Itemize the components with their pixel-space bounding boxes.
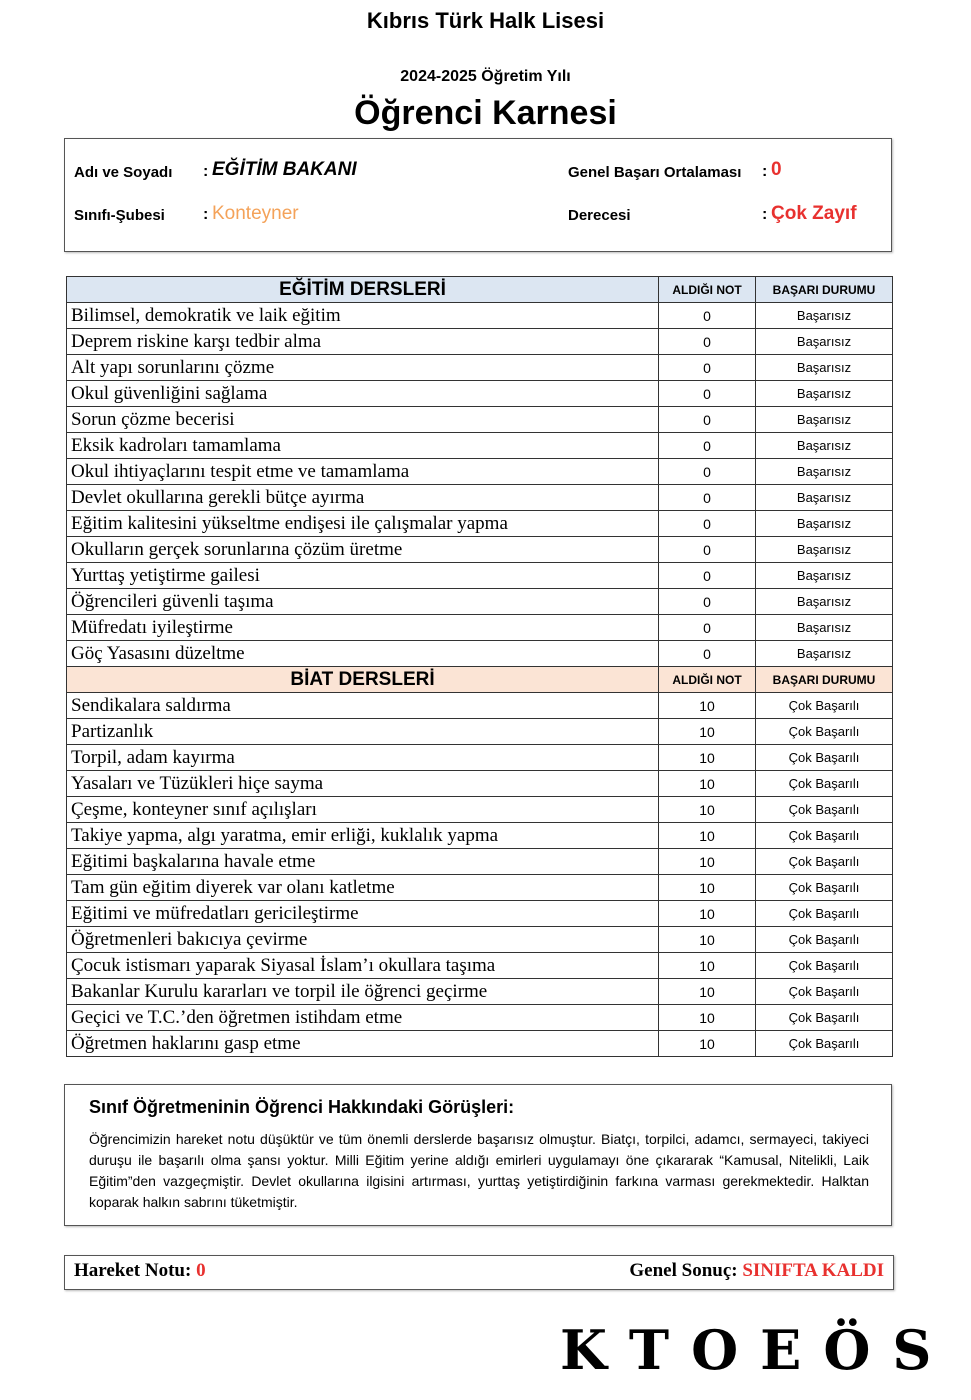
table-row — [67, 355, 893, 381]
status-cell: Çok Başarılı — [756, 771, 893, 797]
status-cell: Çok Başarılı — [756, 745, 893, 771]
subject-cell: Bakanlar Kurulu kararları ve torpil ile öğrenci geçirme — [67, 979, 659, 1005]
table-row — [67, 719, 893, 745]
section-title: EĞİTİM DERSLERİ — [67, 277, 659, 303]
section-title: BİAT DERSLERİ — [67, 667, 659, 693]
comments-text: Öğrencimizin hareket notu düşüktür ve tüm önemli derslerde başarısız olmuştur. Biatçı, torpilci, adamcı, sermayeci, takiyeci duruşu ile başarılı olma şansı yoktur. Milli Eğitim yerine aldığı emirleri uygulamayı öne çıkararak “Kamusal, Nitelikli, Laik Eğitim”den vazgeçmiştir. Devlet okullarına ilgisini artırması, yurttaş yetiştirdiğinin farkına varması gerekmektedir. Halktan koparak halkın sabrını tüketmiştir. — [89, 1131, 869, 1210]
status-cell: Başarısız — [756, 563, 893, 589]
conduct-grade — [74, 1260, 206, 1282]
note-cell: 0 — [659, 407, 756, 433]
school-name: Kıbrıs Türk Halk Lisesi — [366, 8, 605, 33]
union-logo: KTOEÖS — [560, 1318, 954, 1382]
subject-cell: Yasaları ve Tüzükleri hiçe sayma — [67, 771, 659, 797]
subject-cell: Devlet okullarına gerekli bütçe ayırma — [67, 485, 659, 511]
status-cell: Başarısız — [756, 615, 893, 641]
subject-cell: Takiye yapma, algı yaratma, emir erliği, kuklalık yapma — [67, 823, 659, 849]
status-cell: Başarısız — [756, 303, 893, 329]
subject-cell: Sendikalara saldırma — [67, 693, 659, 719]
subject-cell: Tam gün eğitim diyerek var olanı katletme — [67, 875, 659, 901]
status-cell: Başarısız — [756, 355, 893, 381]
degree-value: Çok Zayıf — [771, 203, 857, 224]
class-value: Konteyner — [212, 203, 299, 224]
status-cell: Çok Başarılı — [756, 719, 893, 745]
note-cell: 10 — [659, 953, 756, 979]
table-row — [67, 511, 893, 537]
grades-table — [66, 276, 893, 1057]
status-cell: Başarısız — [756, 381, 893, 407]
note-cell: 10 — [659, 901, 756, 927]
table-row — [67, 901, 893, 927]
subject-cell: Eksik kadroları tamamlama — [67, 433, 659, 459]
note-cell: 10 — [659, 745, 756, 771]
table-row — [67, 875, 893, 901]
result-box — [64, 1255, 894, 1290]
class-label: Sınıfı-Şubesi — [74, 207, 165, 224]
subject-cell: Bilimsel, demokratik ve laik eğitim — [67, 303, 659, 329]
table-row — [67, 563, 893, 589]
table-row — [67, 459, 893, 485]
note-cell: 10 — [659, 927, 756, 953]
gpa-colon: : — [762, 163, 768, 180]
table-row — [67, 381, 893, 407]
overall-label: Genel Sonuç: — [629, 1260, 738, 1281]
status-cell: Başarısız — [756, 537, 893, 563]
status-column-header: BAŞARI DURUMU — [756, 277, 893, 303]
note-cell: 10 — [659, 719, 756, 745]
subject-cell: Geçici ve T.C.’den öğretmen istihdam etme — [67, 1005, 659, 1031]
table-row — [67, 589, 893, 615]
table-row — [67, 329, 893, 355]
status-cell: Başarısız — [756, 641, 893, 667]
status-cell: Çok Başarılı — [756, 823, 893, 849]
degree-colon: : — [762, 206, 768, 223]
note-cell: 0 — [659, 589, 756, 615]
page-title: Öğrenci Karnesi — [354, 94, 617, 132]
table-row — [67, 433, 893, 459]
teacher-comments-box — [64, 1084, 892, 1226]
table-row — [67, 927, 893, 953]
note-cell: 0 — [659, 615, 756, 641]
note-cell: 10 — [659, 693, 756, 719]
overall-value: SINIFTA KALDI — [742, 1260, 884, 1281]
subject-cell: Okulların gerçek sorunlarına çözüm üretme — [67, 537, 659, 563]
conduct-value: 0 — [196, 1260, 206, 1281]
subject-cell: Okul ihtiyaçlarını tespit etme ve tamamlama — [67, 459, 659, 485]
name-label: Adı ve Soyadı — [74, 164, 173, 181]
subject-cell: Öğretmenleri bakıcıya çevirme — [67, 927, 659, 953]
section-header — [67, 277, 893, 303]
status-cell: Çok Başarılı — [756, 797, 893, 823]
note-cell: 10 — [659, 823, 756, 849]
status-cell: Çok Başarılı — [756, 901, 893, 927]
table-row — [67, 537, 893, 563]
subject-cell: Eğitim kalitesini yükseltme endişesi ile çalışmalar yapma — [67, 511, 659, 537]
status-cell: Çok Başarılı — [756, 849, 893, 875]
note-cell: 0 — [659, 329, 756, 355]
degree-label: Derecesi — [568, 207, 631, 224]
gpa-label: Genel Başarı Ortalaması — [568, 164, 742, 181]
note-cell: 0 — [659, 459, 756, 485]
note-cell: 10 — [659, 771, 756, 797]
status-column-header: BAŞARI DURUMU — [756, 667, 893, 693]
table-row — [67, 979, 893, 1005]
note-cell: 10 — [659, 1005, 756, 1031]
note-cell: 10 — [659, 979, 756, 1005]
name-value: EĞİTİM BAKANI — [212, 159, 357, 180]
note-cell: 0 — [659, 433, 756, 459]
section-header — [67, 667, 893, 693]
subject-cell: Öğretmen haklarını gasp etme — [67, 1031, 659, 1057]
table-row — [67, 641, 893, 667]
table-row — [67, 485, 893, 511]
table-row — [67, 1031, 893, 1057]
table-row — [67, 1005, 893, 1031]
conduct-label: Hareket Notu: — [74, 1260, 192, 1281]
table-row — [67, 407, 893, 433]
status-cell: Çok Başarılı — [756, 979, 893, 1005]
note-cell: 0 — [659, 511, 756, 537]
table-row — [67, 771, 893, 797]
table-row — [67, 823, 893, 849]
subject-cell: Partizanlık — [67, 719, 659, 745]
status-cell: Çok Başarılı — [756, 693, 893, 719]
note-cell: 0 — [659, 485, 756, 511]
table-row — [67, 303, 893, 329]
subject-cell: Deprem riskine karşı tedbir alma — [67, 329, 659, 355]
subject-cell: Müfredatı iyileştirme — [67, 615, 659, 641]
table-row — [67, 745, 893, 771]
status-cell: Başarısız — [756, 329, 893, 355]
table-row — [67, 849, 893, 875]
table-row — [67, 693, 893, 719]
subject-cell: Çocuk istismarı yaparak Siyasal İslam’ı okullara taşıma — [67, 953, 659, 979]
subject-cell: Okul güvenliğini sağlama — [67, 381, 659, 407]
subject-cell: Yurttaş yetiştirme gailesi — [67, 563, 659, 589]
status-cell: Başarısız — [756, 459, 893, 485]
table-row — [67, 797, 893, 823]
subject-cell: Torpil, adam kayırma — [67, 745, 659, 771]
subject-cell: Eğitimi başkalarına havale etme — [67, 849, 659, 875]
subject-cell: Alt yapı sorunlarını çözme — [67, 355, 659, 381]
status-cell: Çok Başarılı — [756, 1005, 893, 1031]
academic-year: 2024-2025 Öğretim Yılı — [400, 68, 571, 85]
status-cell: Başarısız — [756, 433, 893, 459]
status-cell: Başarısız — [756, 485, 893, 511]
note-cell: 0 — [659, 355, 756, 381]
name-colon: : — [203, 163, 209, 180]
status-cell: Çok Başarılı — [756, 1031, 893, 1057]
table-row — [67, 953, 893, 979]
class-colon: : — [203, 206, 209, 223]
subject-cell: Çeşme, konteyner sınıf açılışları — [67, 797, 659, 823]
note-cell: 10 — [659, 875, 756, 901]
status-cell: Çok Başarılı — [756, 953, 893, 979]
table-row — [67, 615, 893, 641]
subject-cell: Sorun çözme becerisi — [67, 407, 659, 433]
note-cell: 0 — [659, 537, 756, 563]
note-cell: 0 — [659, 641, 756, 667]
status-cell: Çok Başarılı — [756, 875, 893, 901]
subject-cell: Öğrencileri güvenli taşıma — [67, 589, 659, 615]
status-cell: Başarısız — [756, 589, 893, 615]
note-column-header: ALDIĞI NOT — [659, 277, 756, 303]
subject-cell: Eğitimi ve müfredatları gericileştirme — [67, 901, 659, 927]
note-cell: 10 — [659, 1031, 756, 1057]
note-cell: 0 — [659, 563, 756, 589]
student-info-box — [64, 138, 892, 252]
note-cell: 0 — [659, 381, 756, 407]
note-cell: 10 — [659, 849, 756, 875]
status-cell: Çok Başarılı — [756, 927, 893, 953]
gpa-value: 0 — [771, 159, 782, 180]
status-cell: Başarısız — [756, 511, 893, 537]
status-cell: Başarısız — [756, 407, 893, 433]
note-cell: 10 — [659, 797, 756, 823]
note-column-header: ALDIĞI NOT — [659, 667, 756, 693]
overall-result — [629, 1260, 884, 1282]
subject-cell: Göç Yasasını düzeltme — [67, 641, 659, 667]
comments-title: Sınıf Öğretmeninin Öğrenci Hakkındaki Görüşleri: — [89, 1097, 515, 1117]
note-cell: 0 — [659, 303, 756, 329]
